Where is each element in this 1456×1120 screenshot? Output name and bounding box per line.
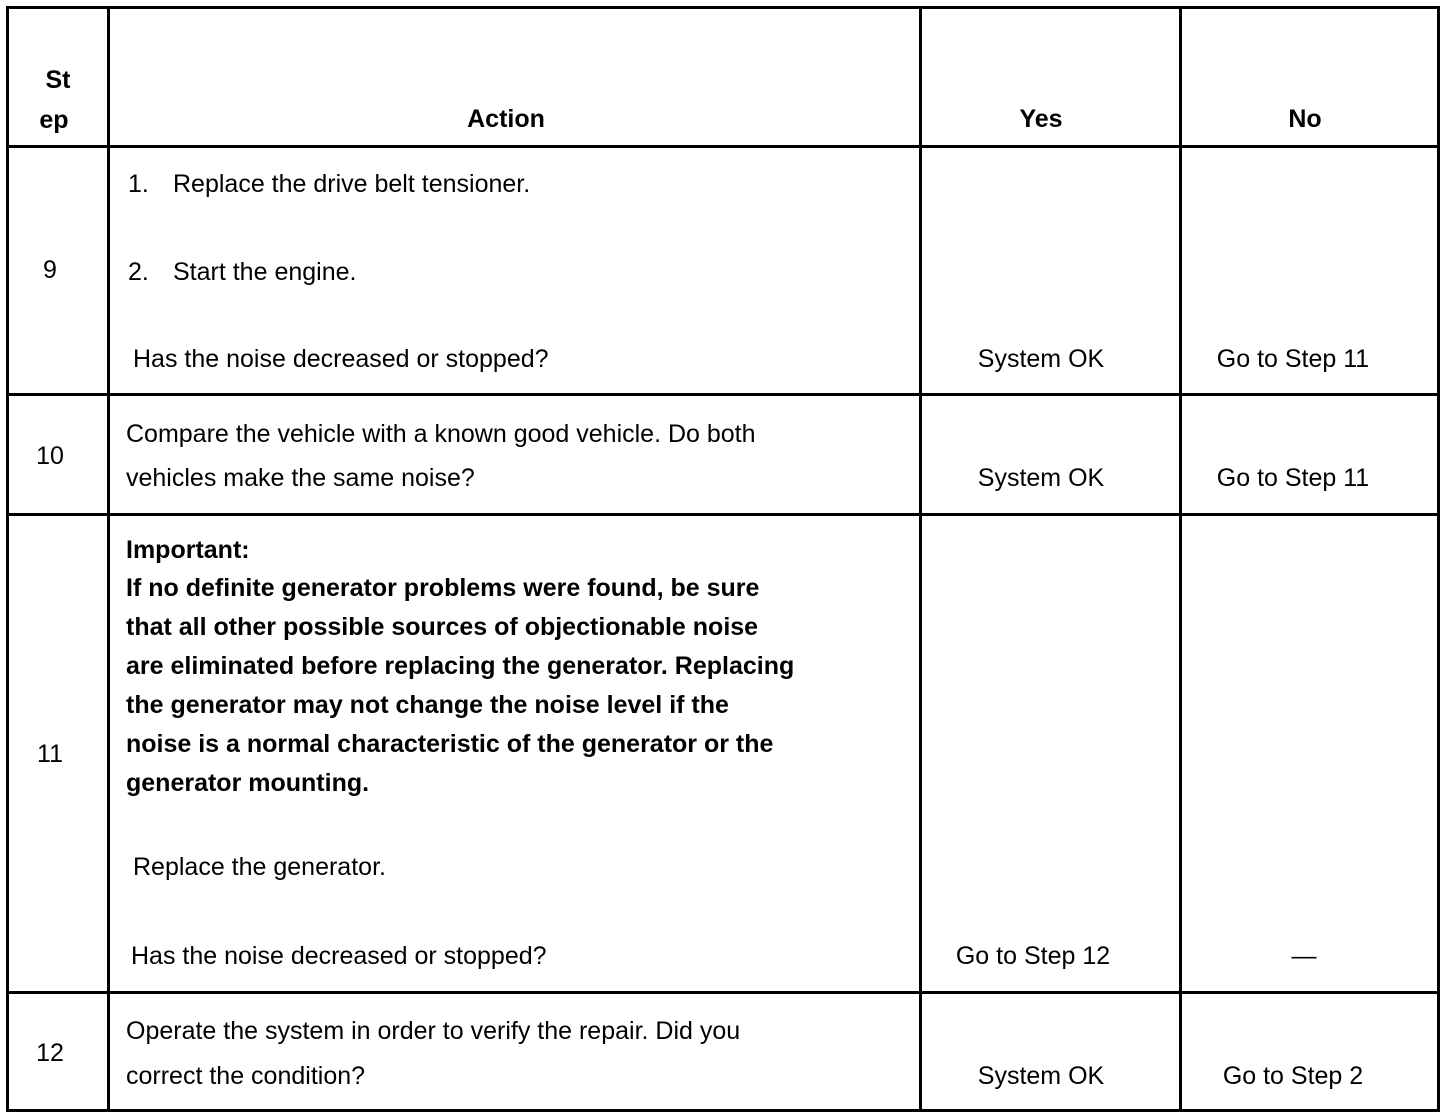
header-yes: Yes xyxy=(1019,105,1063,133)
action-text: vehicles make the same noise? xyxy=(126,464,475,492)
step-number-9: 9 xyxy=(43,256,57,284)
row-divider xyxy=(6,393,1440,396)
important-note-line: the generator may not change the noise level if the xyxy=(126,691,729,719)
step-question: Has the noise decreased or stopped? xyxy=(133,345,549,373)
diagnostic-table xyxy=(6,6,1440,1112)
yes-result: Go to Step 12 xyxy=(955,942,1111,970)
important-note-line: noise is a normal characteristic of the generator or the xyxy=(126,730,774,758)
header-step-line1: St xyxy=(45,66,71,94)
table-border-top xyxy=(6,6,1440,9)
column-divider xyxy=(107,6,110,1112)
step-number-10: 10 xyxy=(36,442,64,470)
list-item-text: Start the engine. xyxy=(173,258,357,286)
yes-result: System OK xyxy=(977,464,1105,492)
table-border-bottom xyxy=(6,1109,1440,1112)
action-text: Compare the vehicle with a known good vehicle. Do both xyxy=(126,420,756,448)
step-number-11: 11 xyxy=(37,740,63,768)
list-item-number: 2. xyxy=(128,258,149,286)
action-instruction: Replace the generator. xyxy=(133,853,386,881)
row-divider xyxy=(6,145,1440,148)
table-border-right xyxy=(1437,6,1440,1112)
table-border-left xyxy=(6,6,9,1112)
important-label: Important: xyxy=(126,536,250,564)
important-note-line: If no definite generator problems were found, be sure xyxy=(126,574,760,602)
no-result-dash: — xyxy=(1291,942,1317,970)
header-no: No xyxy=(1288,105,1322,133)
row-divider xyxy=(6,513,1440,516)
step-number-12: 12 xyxy=(36,1039,64,1067)
action-text: Operate the system in order to verify the repair. Did you xyxy=(126,1017,741,1045)
header-action: Action xyxy=(467,105,545,133)
no-result: Go to Step 2 xyxy=(1222,1062,1364,1090)
no-result: Go to Step 11 xyxy=(1216,464,1370,492)
no-result: Go to Step 11 xyxy=(1216,345,1370,373)
important-note-line: generator mounting. xyxy=(126,769,370,797)
list-item-number: 1. xyxy=(128,170,149,198)
row-divider xyxy=(6,991,1440,994)
step-question: Has the noise decreased or stopped? xyxy=(131,942,547,970)
important-note-line: that all other possible sources of objectionable noise xyxy=(126,613,759,641)
list-item-text: Replace the drive belt tensioner. xyxy=(173,170,531,198)
action-text: correct the condition? xyxy=(126,1062,366,1090)
yes-result: System OK xyxy=(977,1062,1105,1090)
important-note-line: are eliminated before replacing the generator. Replacing xyxy=(126,652,795,680)
header-step-line2: ep xyxy=(39,106,69,134)
yes-result: System OK xyxy=(977,345,1105,373)
